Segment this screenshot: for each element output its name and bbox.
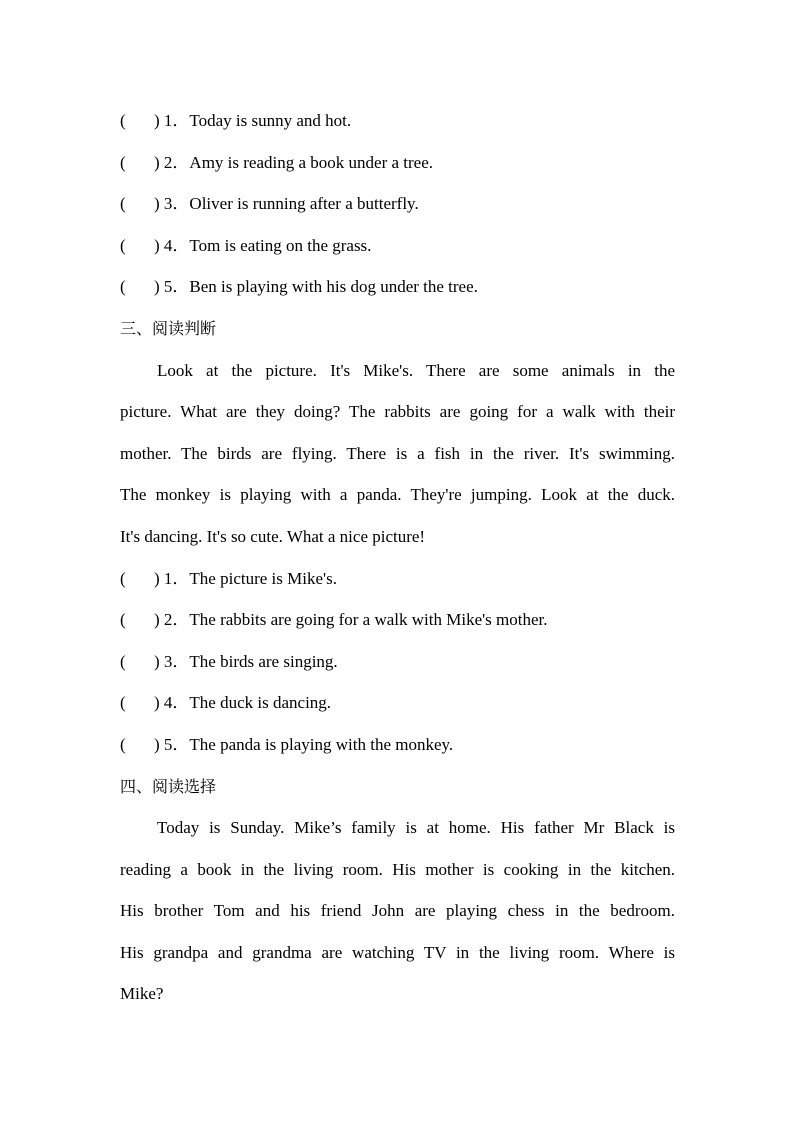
answer-blank-open: ( [120, 734, 126, 754]
question-number: 1． [163, 568, 190, 588]
passage-line: His brother Tom and his friend John are playing chess in the bedroom. [120, 901, 675, 921]
question-text: Oliver is running after a butterfly. [189, 194, 419, 214]
question-number: 3． [163, 194, 190, 214]
question-text: Ben is playing with his dog under the tree. [189, 277, 478, 297]
passage-line: reading a book in the living room. His mother is cooking in the kitchen. [120, 859, 675, 879]
answer-blank-close: ) [154, 734, 160, 754]
question-text: Amy is reading a book under a tree. [189, 152, 434, 172]
question-text: The panda is playing with the monkey. [189, 734, 454, 754]
passage-line: Mike? [120, 984, 164, 1004]
question-number: 2． [163, 610, 190, 630]
question-item [120, 682, 675, 724]
answer-blank-close: ) [154, 568, 160, 588]
question-number: 5． [163, 734, 190, 754]
question-text: Tom is eating on the grass. [189, 235, 372, 255]
question-text: The rabbits are going for a walk with Mike's mother. [189, 610, 548, 630]
answer-blank-open: ( [120, 152, 126, 172]
question-number: 4． [163, 235, 190, 255]
question-text: The birds are singing. [189, 651, 338, 671]
question-number: 2． [163, 152, 190, 172]
answer-blank-open: ( [120, 651, 126, 671]
question-item [120, 599, 675, 641]
answer-blank-close: ) [154, 277, 160, 297]
passage-line: His grandpa and grandma are watching TV in the living room. Where is [120, 942, 675, 962]
passage-line: The monkey is playing with a panda. They're jumping. Look at the duck. [120, 485, 675, 505]
answer-blank-open: ( [120, 568, 126, 588]
answer-blank-close: ) [154, 610, 160, 630]
section2-items [120, 100, 675, 308]
question-item [120, 558, 675, 600]
section3-items [120, 558, 675, 766]
section4-heading: 四、阅读选择 [120, 776, 217, 796]
question-text: Today is sunny and hot. [189, 111, 352, 130]
question-number: 5． [163, 277, 190, 297]
question-number: 4． [163, 693, 190, 713]
question-item [120, 266, 675, 308]
answer-blank-open: ( [120, 610, 126, 630]
passage-line: picture. What are they doing? The rabbits are going for a walk with their [120, 402, 675, 422]
worksheet-content [120, 100, 675, 1015]
answer-blank-open: ( [120, 277, 126, 297]
question-item [120, 100, 675, 142]
answer-blank-open: ( [120, 693, 126, 713]
answer-blank-close: ) [154, 111, 160, 130]
question-number: 3． [163, 651, 190, 671]
question-item [120, 724, 675, 766]
section3-passage [120, 350, 675, 558]
passage-line: It's dancing. It's so cute. What a nice picture! [120, 526, 426, 546]
answer-blank-open: ( [120, 194, 126, 214]
answer-blank-close: ) [154, 152, 160, 172]
answer-blank-close: ) [154, 651, 160, 671]
answer-blank-close: ) [154, 194, 160, 214]
section4-passage [120, 807, 675, 1015]
passage-line: Look at the picture. It's Mike's. There are some animals in the [157, 360, 675, 380]
passage-line: mother. The birds are flying. There is a fish in the river. It's swimming. [120, 443, 675, 463]
question-item [120, 225, 675, 267]
question-number: 1． [163, 111, 190, 130]
passage-line: Today is Sunday. Mike’s family is at home. His father Mr Black is [157, 818, 675, 838]
section3-heading: 三、阅读判断 [120, 318, 217, 338]
question-item [120, 183, 675, 225]
question-text: The duck is dancing. [189, 693, 332, 713]
question-text: The picture is Mike's. [189, 568, 337, 588]
answer-blank-close: ) [154, 693, 160, 713]
question-item [120, 142, 675, 184]
question-item [120, 641, 675, 683]
answer-blank-open: ( [120, 235, 126, 255]
answer-blank-close: ) [154, 235, 160, 255]
answer-blank-open: ( [120, 111, 126, 130]
